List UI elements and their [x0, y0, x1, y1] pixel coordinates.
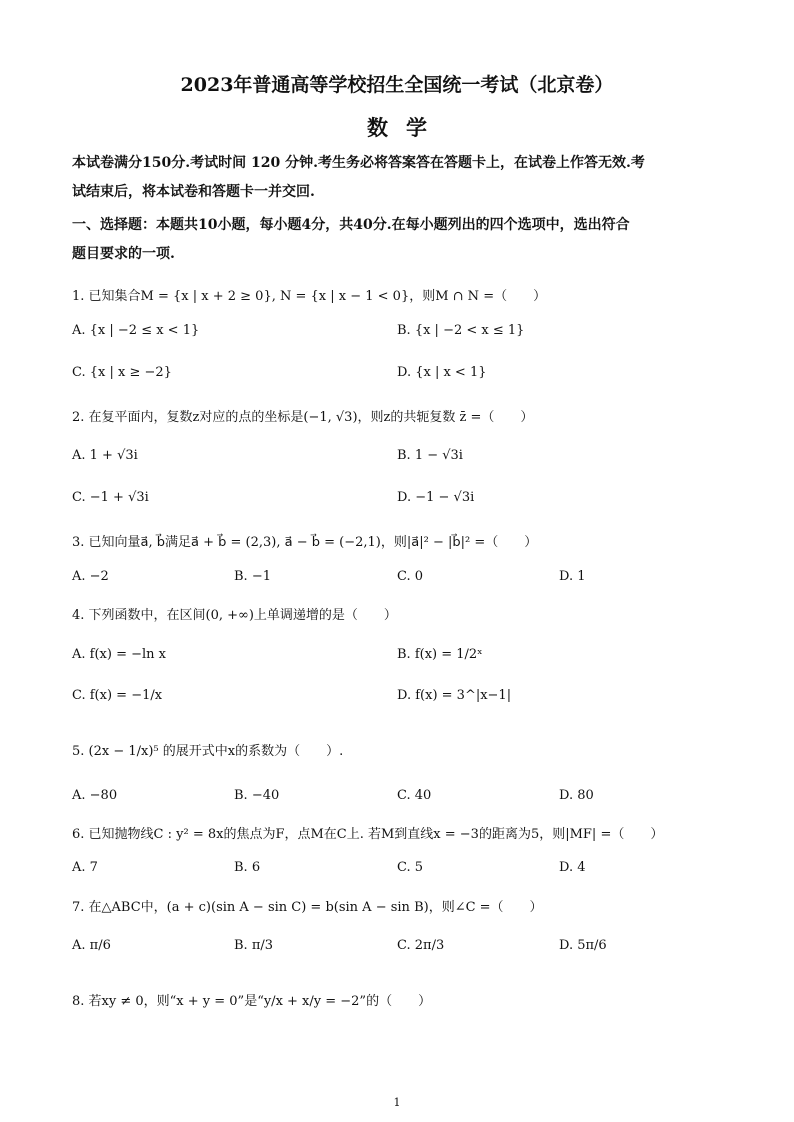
question-6-option-c: C. 5	[397, 860, 424, 875]
intro-line-1: 本试卷满分150分.考试时间 120 分钟.考生务必将答案答在答题卡上，在试卷上作答无效.考	[72, 155, 645, 171]
question-5-option-d: D. 80	[559, 788, 594, 803]
question-6-option-d: D. 4	[559, 860, 586, 875]
question-7-option-a: A. π/6	[72, 938, 111, 953]
question-6-option-b: B. 6	[234, 860, 261, 875]
question-5-option-a: A. −80	[72, 788, 118, 803]
question-6-option-a: A. 7	[72, 860, 98, 875]
question-1-option-b: B. {x | −2 < x ≤ 1}	[397, 323, 525, 338]
question-2-option-d: D. −1 − √3i	[397, 490, 475, 505]
question-4-option-d: D. f(x) = 3^|x−1|	[397, 688, 512, 703]
section-heading-line-2: 题目要求的一项.	[72, 246, 175, 262]
question-1-option-d: D. {x | x < 1}	[397, 365, 487, 380]
question-7-option-d: D. 5π/6	[559, 938, 607, 953]
question-5-option-b: B. −40	[234, 788, 280, 803]
page-number: 1	[393, 1096, 401, 1109]
question-3-option-c: C. 0	[397, 569, 424, 584]
subject-heading: 数学	[367, 115, 445, 140]
question-1-option-c: C. {x | x ≥ −2}	[72, 365, 172, 380]
question-4-option-b: B. f(x) = 1/2ˣ	[397, 647, 483, 662]
question-2-stem: 2. 在复平面内，复数z对应的点的坐标是(−1, √3)，则z的共轭复数 z̄ =（ ）	[72, 410, 534, 425]
intro-line-2: 试结束后，将本试卷和答题卡一并交回.	[72, 184, 315, 200]
question-6-stem: 6. 已知抛物线C : y² = 8x的焦点为F，点M在C上. 若M到直线x = −3的距离为5，则|MF| =（ ）	[72, 827, 664, 842]
question-1-stem: 1. 已知集合M = {x | x + 2 ≥ 0}, N = {x | x − 1 < 0}，则M ∩ N =（ ）	[72, 289, 547, 304]
question-7-option-b: B. π/3	[234, 938, 274, 953]
question-3-option-a: A. −2	[72, 569, 109, 584]
question-7-option-c: C. 2π/3	[397, 938, 445, 953]
page-title: 2023年普通高等学校招生全国统一考试（北京卷）	[180, 74, 614, 96]
question-2-option-a: A. 1 + √3i	[72, 448, 138, 463]
question-3-option-d: D. 1	[559, 569, 586, 584]
question-5-stem: 5. (2x − 1/x)⁵ 的展开式中x的系数为（ ）.	[72, 744, 344, 759]
question-2-option-c: C. −1 + √3i	[72, 490, 149, 505]
question-5-option-c: C. 40	[397, 788, 432, 803]
question-1-option-a: A. {x | −2 ≤ x < 1}	[72, 323, 200, 338]
question-4-option-c: C. f(x) = −1/x	[72, 688, 163, 703]
question-4-stem: 4. 下列函数中，在区间(0, +∞)上单调递增的是（ ）	[72, 608, 397, 623]
question-3-option-b: B. −1	[234, 569, 271, 584]
question-8-stem: 8. 若xy ≠ 0，则“x + y = 0”是“y/x + x/y = −2”的（ ）	[72, 994, 432, 1009]
question-3-stem: 3. 已知向量a⃗, b⃗满足a⃗ + b⃗ = (2,3), a⃗ − b⃗ = (−2,1)，则|a⃗|² − |b⃗|² =（ ）	[72, 535, 538, 550]
section-heading-line-1: 一、选择题：本题共10小题，每小题4分，共40分.在每小题列出的四个选项中，选出符合	[72, 217, 630, 233]
question-4-option-a: A. f(x) = −ln x	[72, 647, 166, 662]
question-2-option-b: B. 1 − √3i	[397, 448, 463, 463]
question-7-stem: 7. 在△ABC中，(a + c)(sin A − sin C) = b(sin A − sin B)，则∠C =（ ）	[72, 900, 543, 915]
